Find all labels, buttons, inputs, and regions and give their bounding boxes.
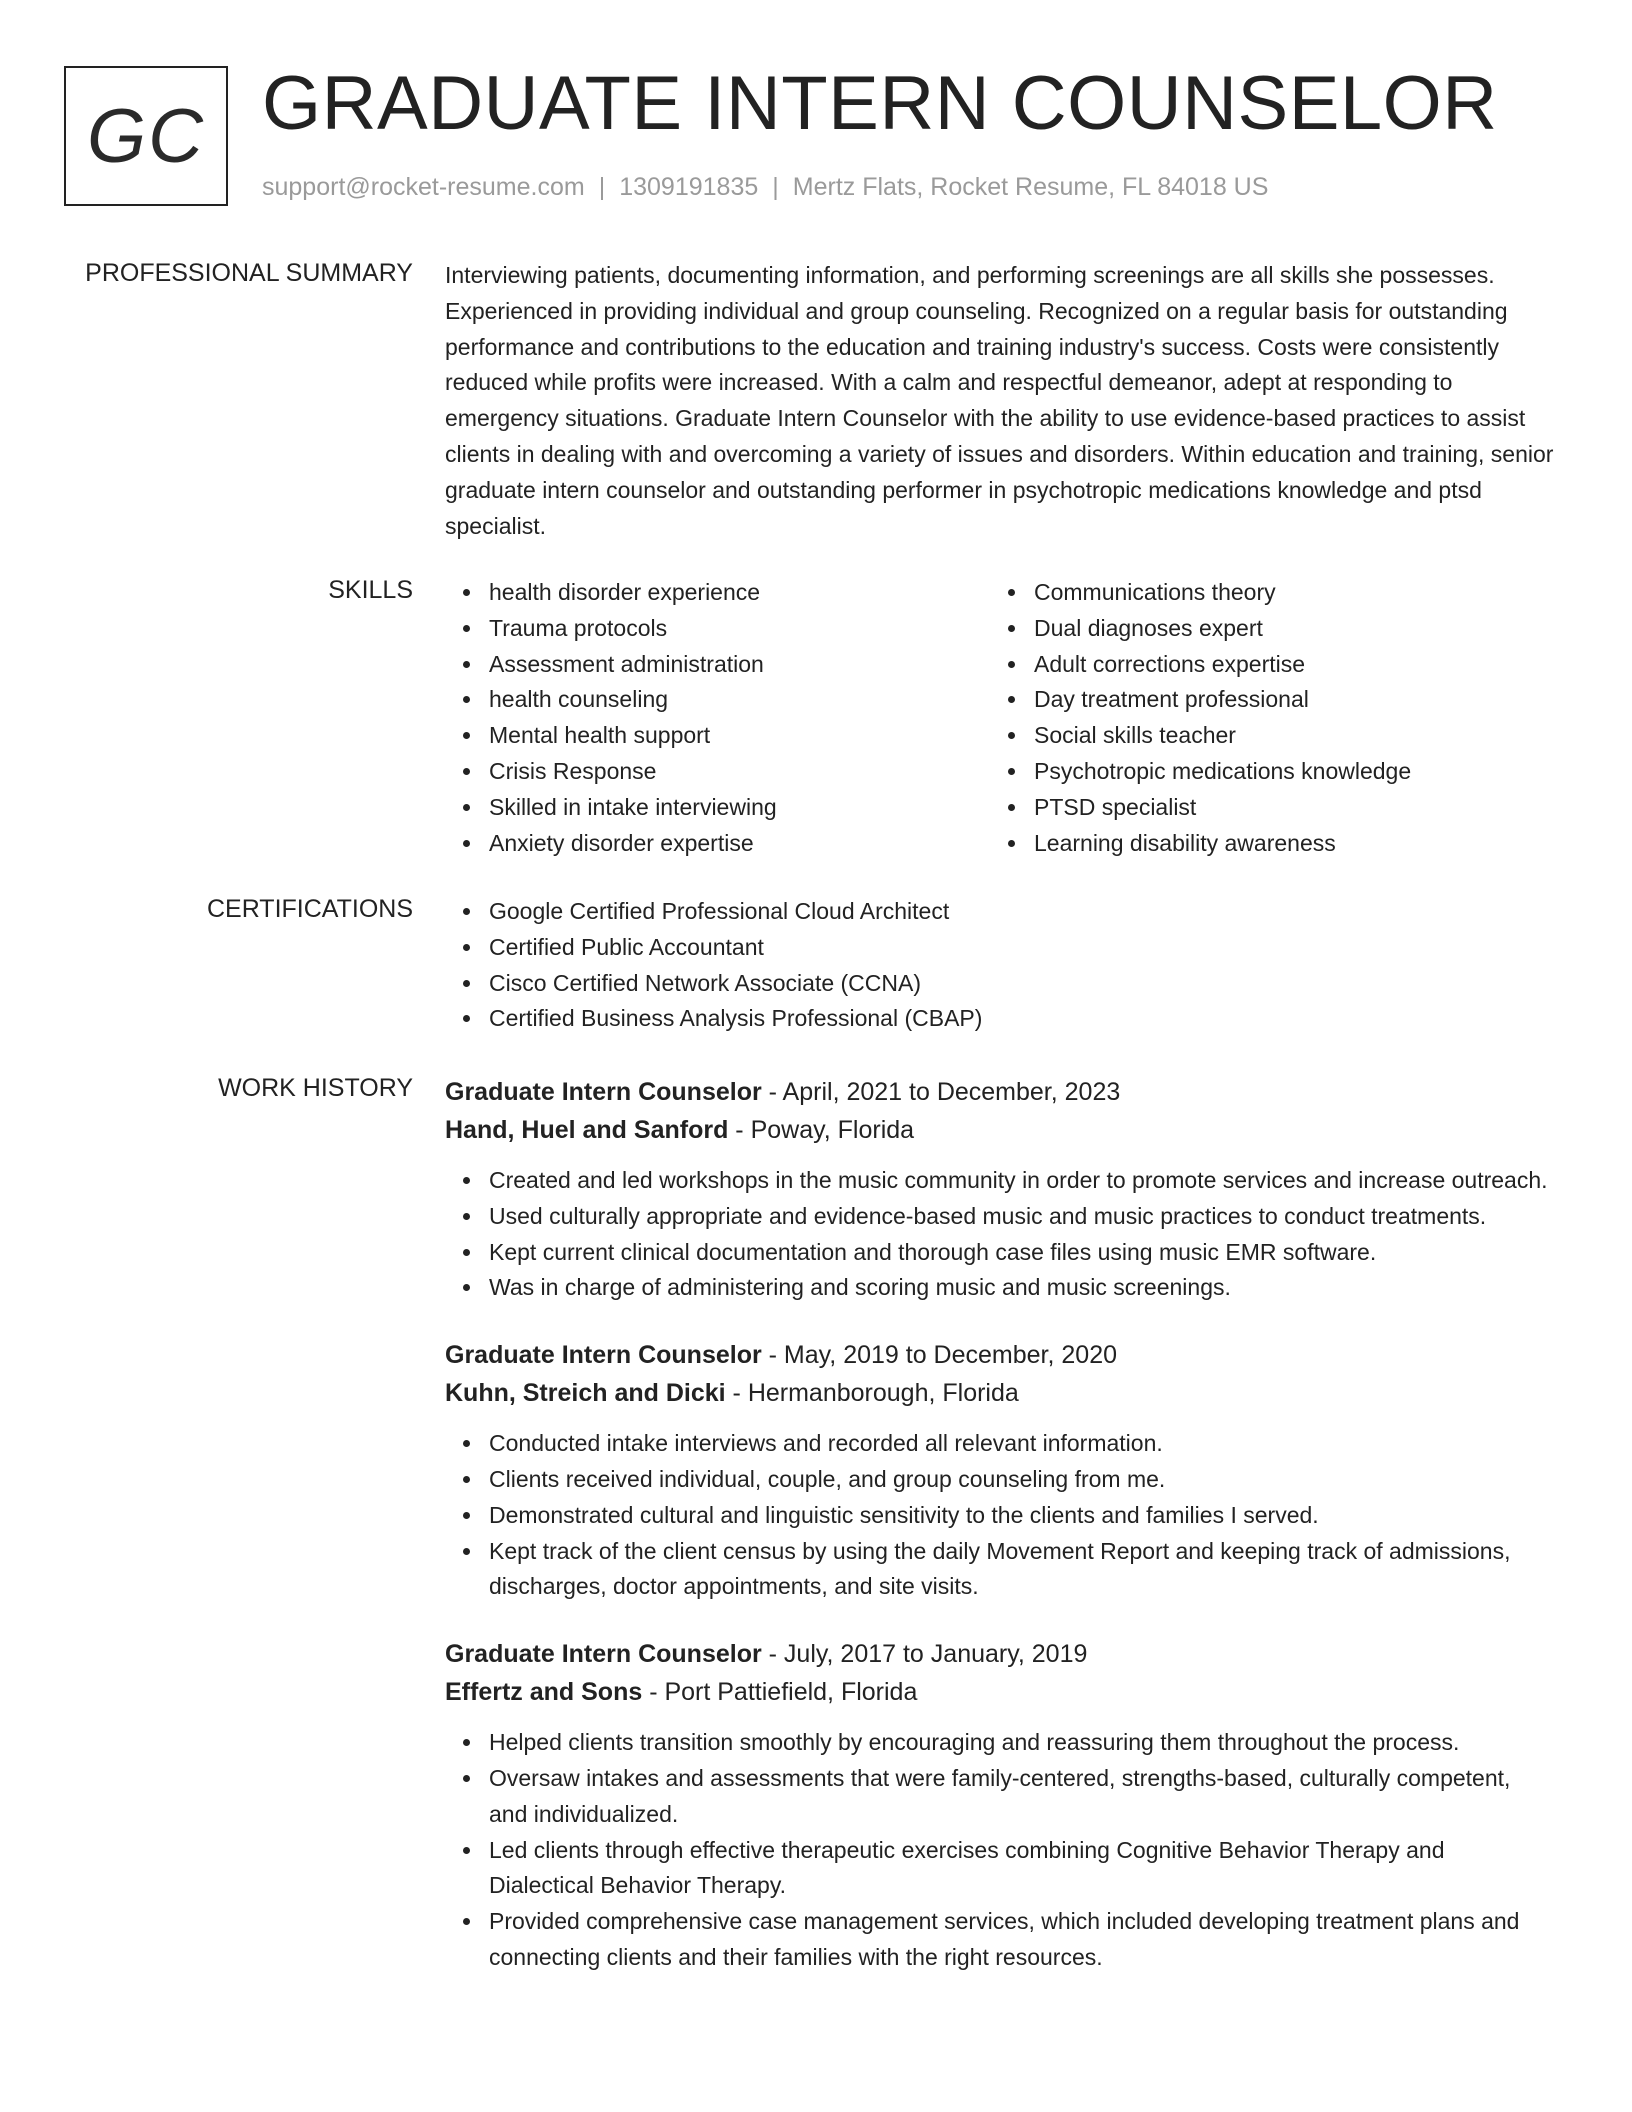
job-title-line bbox=[445, 1336, 1555, 1374]
page-title: GRADUATE INTERN COUNSELOR bbox=[262, 61, 1498, 146]
work-history-body bbox=[445, 1073, 1555, 1976]
job-bullet: Demonstrated cultural and linguistic sensitivity to the clients and families I served. bbox=[489, 1498, 1555, 1534]
job-bullet: Provided comprehensive case management services, which included developing treatment plans and connecting clients and their families with the right resources. bbox=[489, 1904, 1555, 1976]
skills-body bbox=[445, 575, 1555, 861]
skill-item: Trauma protocols bbox=[489, 611, 990, 647]
job-company-line bbox=[445, 1111, 1555, 1149]
skill-item: health counseling bbox=[489, 682, 990, 718]
job-location: - Port Pattiefield, Florida bbox=[642, 1678, 918, 1707]
job-company: Kuhn, Streich and Dicki bbox=[445, 1379, 726, 1408]
job-bullets bbox=[445, 1426, 1555, 1605]
contact-separator: | bbox=[772, 173, 779, 201]
skill-item: Mental health support bbox=[489, 718, 990, 754]
certification-item: Certified Business Analysis Professional (CBAP) bbox=[489, 1001, 1555, 1037]
job-location: - Hermanborough, Florida bbox=[725, 1379, 1019, 1408]
skills-list-right bbox=[990, 575, 1535, 861]
resume-header bbox=[64, 61, 1564, 216]
job-entry bbox=[445, 1635, 1555, 1976]
skill-item: Adult corrections expertise bbox=[1034, 647, 1535, 683]
skill-item: health disorder experience bbox=[489, 575, 990, 611]
job-bullet: Created and led workshops in the music community in order to promote services and increase outreach. bbox=[489, 1163, 1555, 1199]
job-bullet: Helped clients transition smoothly by encouraging and reassuring them throughout the process. bbox=[489, 1725, 1555, 1761]
certifications-body bbox=[445, 894, 1555, 1037]
contact-separator: | bbox=[598, 173, 606, 201]
job-entry bbox=[445, 1336, 1555, 1605]
skills-list-left bbox=[445, 575, 990, 861]
contact-email: support@rocket-resume.com bbox=[262, 173, 585, 201]
skill-item: Day treatment professional bbox=[1034, 682, 1535, 718]
skill-item: PTSD specialist bbox=[1034, 790, 1535, 826]
job-bullets bbox=[445, 1725, 1555, 1976]
section-label-summary: PROFESSIONAL SUMMARY bbox=[85, 259, 413, 287]
skill-item: Dual diagnoses expert bbox=[1034, 611, 1535, 647]
certification-item: Google Certified Professional Cloud Architect bbox=[489, 894, 1555, 930]
job-company-line bbox=[445, 1673, 1555, 1711]
job-bullet: Was in charge of administering and scoring music and music screenings. bbox=[489, 1270, 1555, 1306]
contact-address: Mertz Flats, Rocket Resume, FL 84018 US bbox=[792, 173, 1269, 201]
job-company-line bbox=[445, 1374, 1555, 1412]
contact-line bbox=[262, 172, 1268, 202]
certification-item: Cisco Certified Network Associate (CCNA) bbox=[489, 966, 1555, 1002]
job-title-line bbox=[445, 1635, 1555, 1673]
job-bullet: Used culturally appropriate and evidence-based music and music practices to conduct treatments. bbox=[489, 1199, 1555, 1235]
job-location: - Poway, Florida bbox=[728, 1116, 915, 1144]
job-bullet: Clients received individual, couple, and group counseling from me. bbox=[489, 1462, 1555, 1498]
job-dates: - July, 2017 to January, 2019 bbox=[761, 1640, 1088, 1669]
job-bullet: Kept current clinical documentation and thorough case files using music EMR software. bbox=[489, 1235, 1555, 1271]
contact-phone: 1309191835 bbox=[619, 173, 759, 201]
section-label-skills: SKILLS bbox=[328, 576, 413, 604]
skill-item: Psychotropic medications knowledge bbox=[1034, 754, 1535, 790]
job-company: Effertz and Sons bbox=[445, 1678, 643, 1707]
job-entry bbox=[445, 1073, 1555, 1306]
job-bullet: Kept track of the client census by using the daily Movement Report and keeping track of admissions, discharges, doctor appointments, and site visits. bbox=[489, 1534, 1555, 1606]
skill-item: Skilled in intake interviewing bbox=[489, 790, 990, 826]
summary-body bbox=[445, 258, 1555, 544]
job-dates: - April, 2021 to December, 2023 bbox=[761, 1078, 1121, 1106]
section-label-work-history: WORK HISTORY bbox=[218, 1074, 413, 1102]
skill-item: Anxiety disorder expertise bbox=[489, 826, 990, 862]
job-bullet: Oversaw intakes and assessments that were family-centered, strengths-based, culturally competent, and individualized. bbox=[489, 1761, 1555, 1833]
skills-grid bbox=[445, 575, 1555, 861]
skill-item: Social skills teacher bbox=[1034, 718, 1535, 754]
skill-item: Communications theory bbox=[1034, 575, 1535, 611]
certifications-list bbox=[445, 894, 1555, 1037]
job-dates: - May, 2019 to December, 2020 bbox=[761, 1341, 1118, 1370]
job-title: Graduate Intern Counselor bbox=[445, 1640, 762, 1669]
certification-item: Certified Public Accountant bbox=[489, 930, 1555, 966]
job-bullet: Led clients through effective therapeutic exercises combining Cognitive Behavior Therapy and Dialectical Behavior Therapy. bbox=[489, 1833, 1555, 1905]
job-title: Graduate Intern Counselor bbox=[445, 1078, 762, 1106]
summary-text: Interviewing patients, documenting information, and performing screenings are all skills she possesses. Experienced in providing individual and group counseling. Recognized on a regular basis for outstanding performance and contributions to the education and training industry's success. Costs were consistently reduced while profits were increased. With a calm and respectful demeanor, adept at responding to emergency situations. Graduate Intern Counselor with the ability to use evidence-based practices to assist clients in dealing with and overcoming a variety of issues and disorders. Within education and training, senior graduate intern counselor and outstanding performer in psychotropic medications knowledge and ptsd specialist. bbox=[445, 262, 1554, 539]
job-bullet: Conducted intake interviews and recorded all relevant information. bbox=[489, 1426, 1555, 1462]
job-title: Graduate Intern Counselor bbox=[445, 1341, 762, 1370]
job-bullets bbox=[445, 1163, 1555, 1306]
skill-item: Learning disability awareness bbox=[1034, 826, 1535, 862]
monogram-box: GC bbox=[64, 66, 228, 206]
skill-item: Crisis Response bbox=[489, 754, 990, 790]
section-label-certifications: CERTIFICATIONS bbox=[206, 895, 413, 923]
job-title-line bbox=[445, 1073, 1555, 1111]
job-company: Hand, Huel and Sanford bbox=[445, 1116, 729, 1144]
skill-item: Assessment administration bbox=[489, 647, 990, 683]
